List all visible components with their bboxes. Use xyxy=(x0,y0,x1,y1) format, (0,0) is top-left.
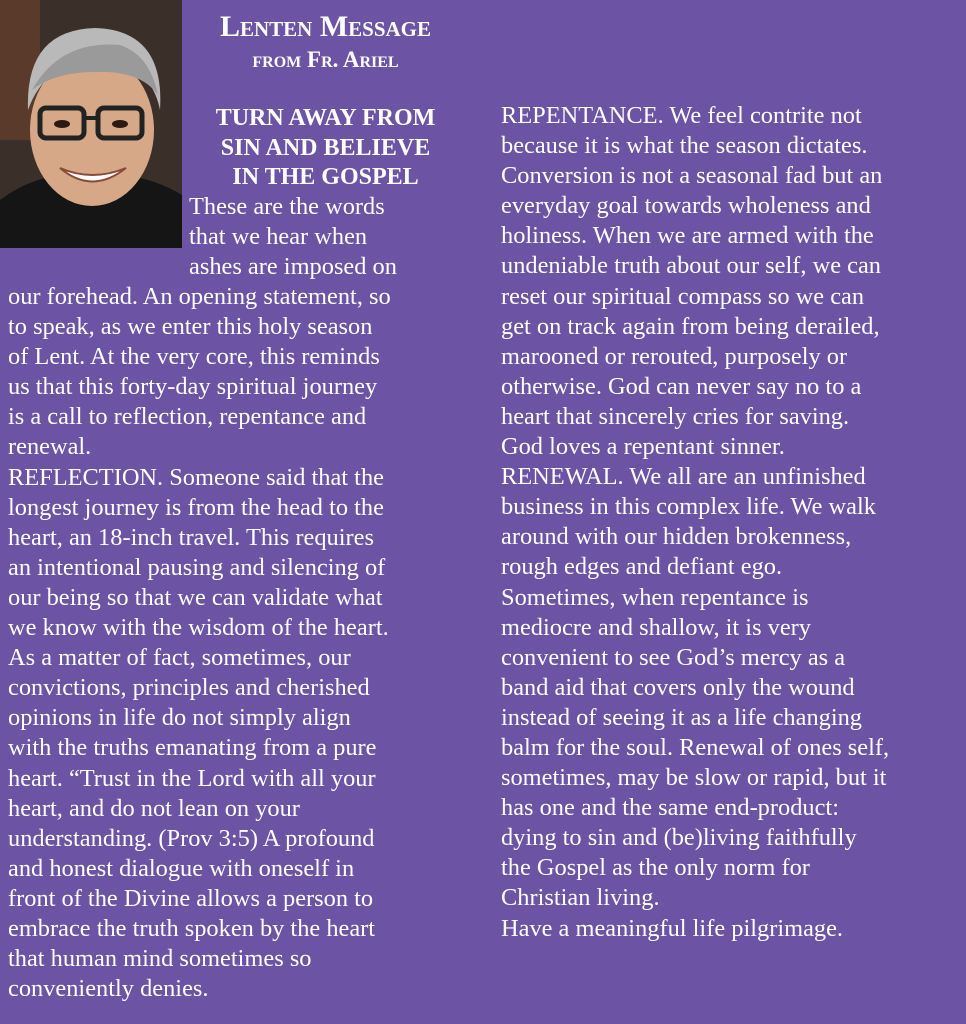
body-line: band aid that covers only the wound xyxy=(501,673,855,701)
body-line: longest journey is from the head to the xyxy=(8,493,384,521)
body-line: business in this complex life. We walk xyxy=(501,493,876,521)
headline-line: SIN AND BELIEVE xyxy=(220,134,431,161)
body-line: that human mind sometimes so xyxy=(8,945,312,973)
body-line: RENEWAL. We all are an unfinished xyxy=(501,463,866,491)
body-line: convictions, principles and cherished xyxy=(8,674,370,702)
body-line: around with our hidden brokenness, xyxy=(501,523,852,551)
headline-line: IN THE GOSPEL xyxy=(232,164,419,190)
body-line: instead of seeing it as a life changing xyxy=(501,703,863,731)
page-title: Lenten Message xyxy=(219,10,432,43)
author-portrait xyxy=(0,0,182,248)
body-line: with the truths emanating from a pure xyxy=(8,734,377,762)
body-line: our forehead. An opening statement, so xyxy=(8,283,391,310)
body-line: REFLECTION. Someone said that the xyxy=(8,463,384,491)
body-line: is a call to reflection, repentance and xyxy=(8,403,367,431)
body-line: sometimes, may be slow or rapid, but it xyxy=(501,764,887,792)
body-line: heart that sincerely cries for saving. xyxy=(501,402,850,430)
body-line: ashes are imposed on xyxy=(189,253,397,281)
body-line: balm for the soul. Renewal of ones self, xyxy=(501,733,890,761)
body-line: that we hear when xyxy=(189,223,368,251)
body-line: dying to sin and (be)living faithfully xyxy=(501,824,857,852)
body-line: and honest dialogue with oneself in xyxy=(8,854,355,882)
intro-wrapped-lines xyxy=(189,192,397,282)
body-line: reset our spiritual compass so we can xyxy=(501,282,865,310)
body-line: embrace the truth spoken by the heart xyxy=(8,914,376,942)
body-line: otherwise. God can never say no to a xyxy=(501,372,862,400)
body-line: God loves a repentant sinner. xyxy=(501,433,785,461)
body-line: the Gospel as the only norm for xyxy=(501,854,810,882)
body-line: conveniently denies. xyxy=(8,975,209,1003)
body-line: has one and the same end-product: xyxy=(501,794,839,822)
body-line: our being so that we can validate what xyxy=(8,583,383,611)
body-line: us that this forty-day spiritual journey xyxy=(8,373,378,401)
body-line: renewal. xyxy=(8,433,92,461)
headline-line: TURN AWAY FROM xyxy=(215,105,436,131)
body-line: Conversion is not a seasonal fad but an xyxy=(501,162,883,190)
body-line: front of the Divine allows a person to xyxy=(8,884,374,912)
body-line: undeniable truth about our self, we can xyxy=(501,252,881,280)
body-line: we know with the wisdom of the heart. xyxy=(8,614,389,642)
body-line: These are the words xyxy=(189,193,385,220)
body-line: because it is what the season dictates. xyxy=(501,132,868,160)
body-line: heart, an 18-inch travel. This requires xyxy=(8,523,374,551)
body-line: heart, and do not lean on your xyxy=(8,794,300,822)
body-line: As a matter of fact, sometimes, our xyxy=(8,644,351,672)
body-line: get on track again from being derailed, xyxy=(501,312,880,340)
body-line: rough edges and defiant ego. xyxy=(501,553,783,581)
headline xyxy=(188,104,463,193)
body-line: marooned or rerouted, purposely or xyxy=(501,342,848,370)
body-line: Sometimes, when repentance is xyxy=(501,583,809,611)
body-line: convenient to see God’s mercy as a xyxy=(501,643,846,671)
left-column xyxy=(8,282,391,1004)
body-line: holiness. When we are armed with the xyxy=(501,222,874,250)
page-subtitle: from Fr. Ariel xyxy=(252,47,399,72)
body-line: mediocre and shallow, it is very xyxy=(501,613,811,641)
body-line: an intentional pausing and silencing of xyxy=(8,553,386,581)
right-column xyxy=(501,101,889,944)
body-line: REPENTANCE. We feel contrite not xyxy=(501,102,862,129)
body-line: Christian living. xyxy=(501,884,660,912)
body-line: understanding. (Prov 3:5) A profound xyxy=(8,824,375,852)
body-line: opinions in life do not simply align xyxy=(8,704,351,732)
portrait-image xyxy=(0,0,182,248)
body-line: of Lent. At the very core, this reminds xyxy=(8,343,380,371)
body-line: heart. “Trust in the Lord with all your xyxy=(8,764,376,792)
body-line: Have a meaningful life pilgrimage. xyxy=(501,914,844,942)
body-line: everyday goal towards wholeness and xyxy=(501,192,871,220)
body-line: to speak, as we enter this holy season xyxy=(8,313,373,341)
